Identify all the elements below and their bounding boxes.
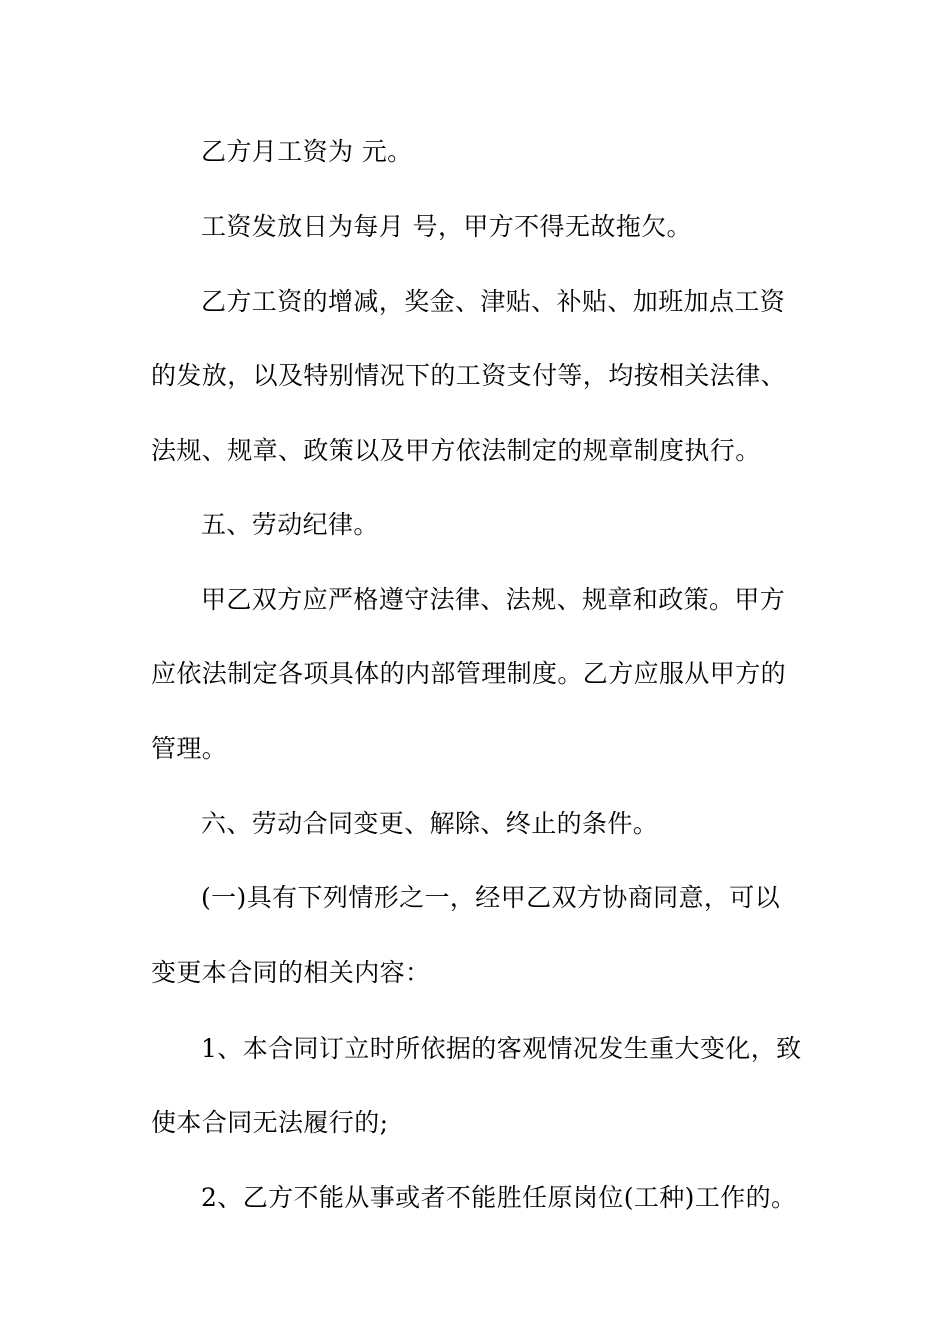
discipline-line-2: 应依法制定各项具体的内部管理制度。乙方应服从甲方的 xyxy=(151,659,787,688)
item-1-line-1: 1、本合同订立时所依据的客观情况发生重大变化，致 xyxy=(201,1034,802,1063)
item-2-line-1: 2、乙方不能从事或者不能胜任原岗位(工种)工作的。 xyxy=(201,1183,797,1212)
item-1-line-2: 使本合同无法履行的; xyxy=(151,1108,389,1137)
salary-amount-line: 乙方月工资为 元。 xyxy=(201,137,413,166)
salary-adjustment-line-3: 法规、规章、政策以及甲方依法制定的规章制度执行。 xyxy=(151,436,761,465)
clause-1-line-2: 变更本合同的相关内容： xyxy=(151,958,431,987)
clause-1-line-1: (一)具有下列情形之一，经甲乙双方协商同意，可以 xyxy=(201,883,781,912)
payday-line: 工资发放日为每月 号，甲方不得无故拖欠。 xyxy=(201,212,692,241)
discipline-line-1: 甲乙双方应严格遵守法律、法规、规章和政策。甲方 xyxy=(201,585,786,614)
section-heading-labor-discipline: 五、劳动纪律。 xyxy=(201,510,379,539)
salary-adjustment-line-1: 乙方工资的增减，奖金、津贴、补贴、加班加点工资 xyxy=(201,287,786,316)
discipline-line-3: 管理。 xyxy=(151,734,228,763)
salary-adjustment-line-2: 的发放，以及特别情况下的工资支付等，均按相关法律、 xyxy=(151,361,787,390)
section-heading-contract-change: 六、劳动合同变更、解除、终止的条件。 xyxy=(201,809,659,838)
